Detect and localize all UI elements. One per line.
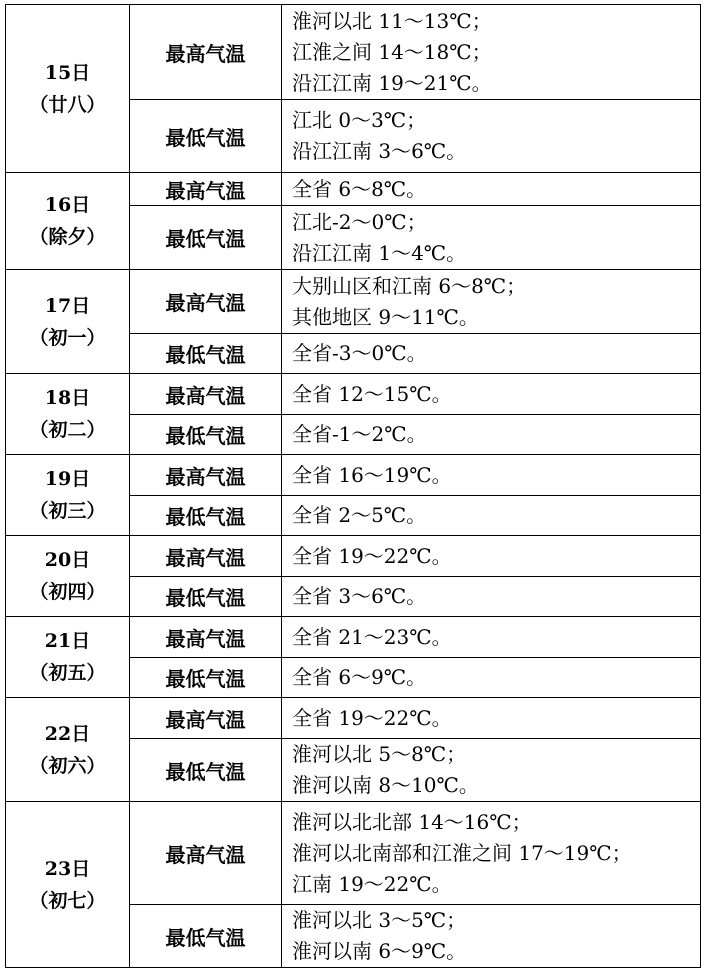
low-temp-label: 最低气温 (130, 496, 282, 536)
low-temp-label: 最低气温 (130, 334, 282, 374)
day-label: 22日 (44, 722, 91, 745)
temperature-range-line: 江北 0～3℃； (292, 108, 427, 132)
date-cell (6, 536, 130, 617)
temperature-range-cell (282, 455, 701, 496)
temperature-range-line: 全省 12～15℃。 (292, 381, 452, 406)
temperature-range-line: 全省 19～22℃。 (292, 543, 452, 568)
temperature-range-cell (282, 5, 701, 100)
temperature-range-line: 淮河以北 11～13℃； (292, 8, 492, 33)
high-temp-label: 最高气温 (130, 374, 282, 415)
day-label: 20日 (44, 549, 91, 571)
lunar-date-label: （廿八） (29, 93, 106, 116)
day-label: 15日 (44, 61, 91, 84)
high-temp-label: 最高气温 (130, 536, 282, 577)
forecast-row-high (6, 698, 701, 739)
temperature-range-cell (282, 698, 701, 739)
day-label: 18日 (44, 387, 91, 409)
date-cell (6, 173, 130, 270)
temperature-range-cell (282, 617, 701, 658)
temperature-range-line: 沿江江南 19～21℃。 (292, 70, 492, 95)
temperature-forecast-table (5, 4, 701, 968)
date-cell (6, 455, 130, 536)
high-temp-label: 最高气温 (130, 617, 282, 658)
temperature-range-cell (282, 270, 701, 334)
high-temp-label: 最高气温 (130, 802, 282, 905)
temperature-range-line: 淮河以南 8～10℃。 (292, 773, 479, 797)
lunar-date-label: （初六） (29, 754, 106, 777)
temperature-range-line: 全省 16～19℃。 (292, 462, 452, 487)
high-temp-label: 最高气温 (130, 455, 282, 496)
forecast-row-high (6, 270, 701, 334)
low-temp-label: 最低气温 (130, 739, 282, 802)
temperature-range-line: 其他地区 9～11℃。 (292, 304, 479, 329)
date-cell (6, 698, 130, 802)
temperature-range-line: 全省 2～5℃。 (292, 503, 427, 527)
day-label: 23日 (44, 857, 91, 880)
date-cell (6, 270, 130, 374)
temperature-range-cell (282, 334, 701, 374)
temperature-range-line: 江淮之间 14～18℃； (292, 39, 492, 64)
temperature-range-line: 全省-3～0℃。 (292, 341, 427, 365)
low-temp-label: 最低气温 (130, 206, 282, 270)
forecast-row-high (6, 536, 701, 577)
temperature-range-line: 江南 19～22℃。 (292, 871, 452, 896)
high-temp-label: 最高气温 (130, 270, 282, 334)
temperature-range-cell (282, 802, 701, 905)
low-temp-label: 最低气温 (130, 415, 282, 455)
forecast-row-high (6, 802, 701, 905)
lunar-date-label: （初一） (29, 326, 106, 349)
lunar-date-label: （初三） (29, 500, 106, 522)
day-label: 21日 (44, 630, 91, 652)
date-cell (6, 802, 130, 968)
temperature-range-cell (282, 415, 701, 455)
temperature-range-line: 淮河以北南部和江淮之间 17～19℃； (292, 840, 632, 865)
lunar-date-label: （初二） (29, 419, 106, 441)
high-temp-label: 最高气温 (130, 698, 282, 739)
temperature-range-cell (282, 173, 701, 206)
temperature-range-cell (282, 536, 701, 577)
temperature-range-line: 淮河以北 3～5℃； (292, 908, 467, 932)
day-label: 16日 (44, 194, 91, 216)
low-temp-label: 最低气温 (130, 577, 282, 617)
temperature-range-cell (282, 577, 701, 617)
day-label: 17日 (44, 294, 91, 317)
temperature-range-line: 沿江江南 1～4℃。 (292, 240, 467, 265)
day-label: 19日 (44, 468, 91, 490)
temperature-range-line: 淮河以北北部 14～16℃； (292, 809, 532, 834)
temperature-range-line: 全省 6～9℃。 (292, 665, 427, 689)
forecast-row-high (6, 617, 701, 658)
temperature-range-line: 全省 3～6℃。 (292, 584, 427, 608)
temperature-range-line: 全省-1～2℃。 (292, 422, 427, 446)
temperature-range-line: 淮河以北 5～8℃； (292, 742, 467, 766)
temperature-range-cell (282, 658, 701, 698)
temperature-range-cell (282, 206, 701, 270)
forecast-row-high (6, 455, 701, 496)
forecast-row-high (6, 374, 701, 415)
forecast-row-high (6, 5, 701, 100)
forecast-row-high (6, 173, 701, 206)
high-temp-label: 最高气温 (130, 173, 282, 206)
temperature-range-line: 淮河以南 6～9℃。 (292, 939, 467, 963)
temperature-range-line: 全省 19～22℃。 (292, 705, 452, 730)
high-temp-label: 最高气温 (130, 5, 282, 100)
temperature-range-cell (282, 100, 701, 173)
date-cell (6, 5, 130, 173)
lunar-date-label: （除夕） (29, 226, 106, 248)
low-temp-label: 最低气温 (130, 658, 282, 698)
date-cell (6, 617, 130, 698)
temperature-range-line: 全省 21～23℃。 (292, 624, 452, 649)
lunar-date-label: （初五） (29, 662, 106, 684)
temperature-range-line: 大别山区和江南 6～8℃； (292, 273, 527, 298)
temperature-range-line: 江北-2～0℃； (292, 209, 427, 234)
lunar-date-label: （初四） (29, 581, 106, 603)
temperature-range-line: 沿江江南 3～6℃。 (292, 139, 467, 163)
low-temp-label: 最低气温 (130, 905, 282, 968)
temperature-range-cell (282, 496, 701, 536)
temperature-range-cell (282, 739, 701, 802)
date-cell (6, 374, 130, 455)
temperature-range-cell (282, 905, 701, 968)
forecast-table-body (6, 5, 701, 968)
temperature-range-line: 全省 6～8℃。 (292, 176, 427, 201)
temperature-range-cell (282, 374, 701, 415)
low-temp-label: 最低气温 (130, 100, 282, 173)
lunar-date-label: （初七） (29, 889, 106, 912)
